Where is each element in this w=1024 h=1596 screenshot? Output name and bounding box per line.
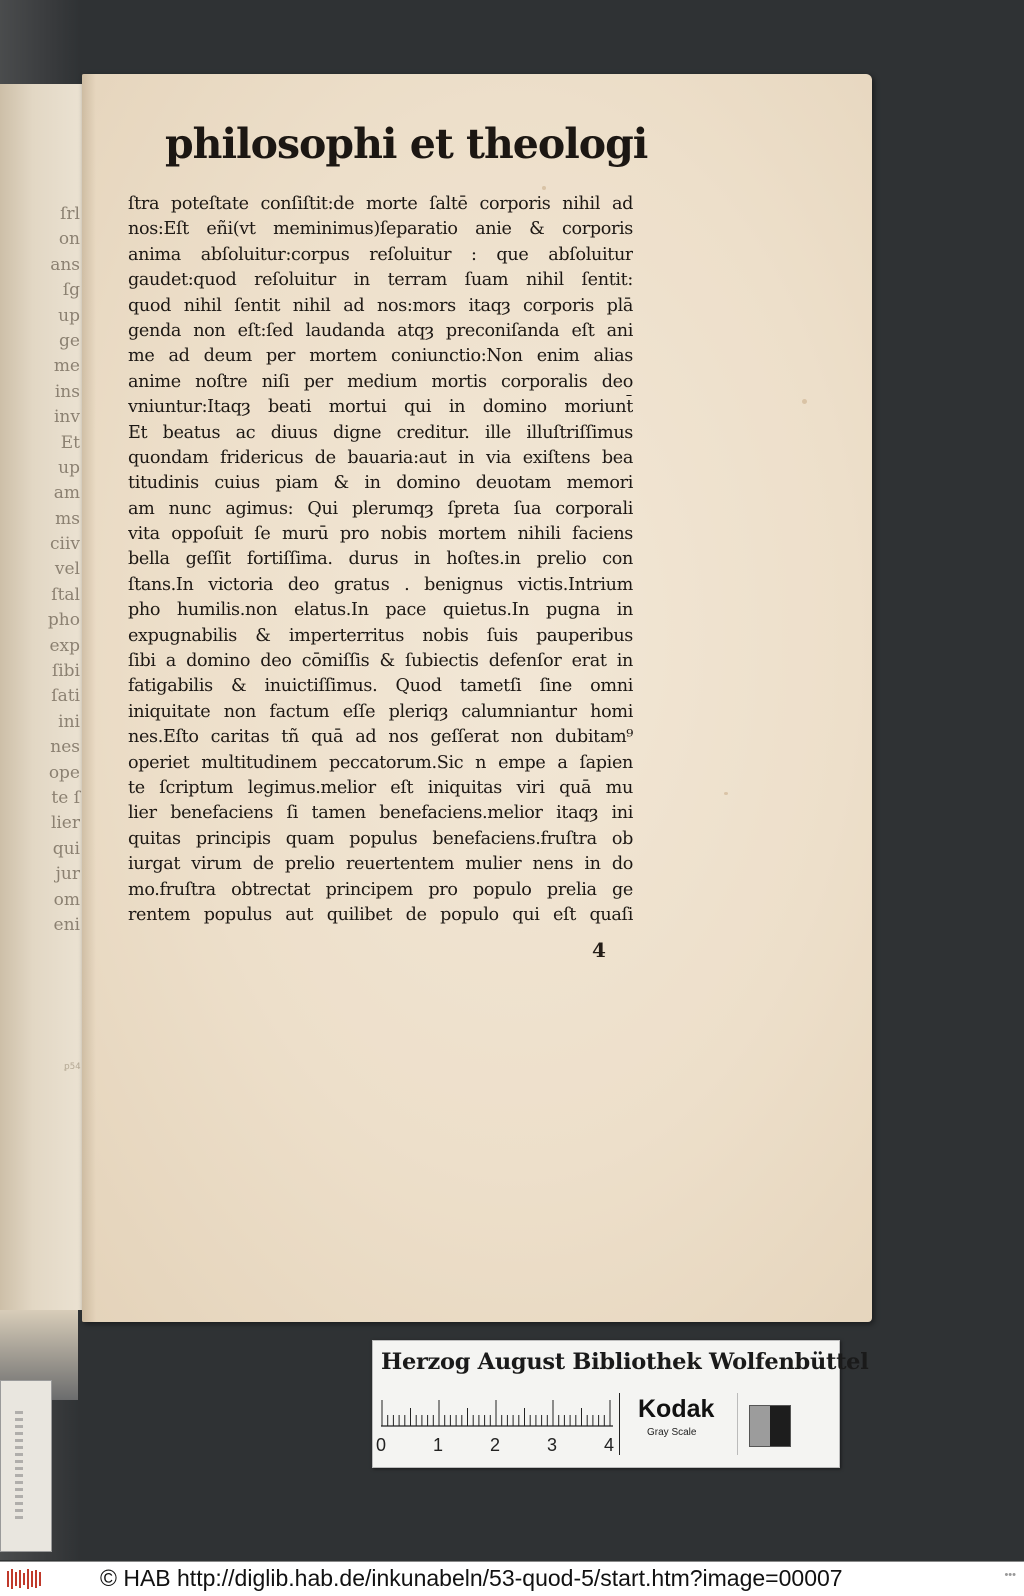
fragment-text: me — [53, 356, 80, 377]
text-line: expugnabilis & imperterritus nobis ſuis pauperibus — [128, 625, 633, 646]
text-line: anime noſtre niſi per medium mortis corporalis deo — [128, 371, 633, 392]
fragment-text: nes — [50, 737, 80, 758]
previous-page-text-fragments — [40, 202, 80, 938]
fragment-text: eni — [53, 914, 80, 935]
previous-page-edge — [0, 84, 82, 1310]
fragment-text: jur — [55, 864, 80, 885]
text-line: am nunc agimus: Qui plerumqȝ ſpreta ſua corporali — [128, 498, 633, 519]
text-line: pho humilis.non elatus.In pace quietus.In pugna in — [128, 600, 633, 621]
ruler-number: 0 — [375, 1435, 386, 1455]
text-line: te ſcriptum legimus.melior eſt iniquitas viri quā mu — [128, 777, 633, 798]
paper-spot — [542, 186, 546, 190]
copyright-url[interactable]: © HAB http://diglib.hab.de/inkunabeln/53-quod-5/start.htm?image=00007 — [100, 1565, 843, 1591]
gray-scale-label: Gray Scale — [647, 1427, 697, 1438]
page-heading: philosophi et theologi — [165, 120, 648, 168]
text-line: mo.fruſtra obtrectat principem pro populo prelia ge — [128, 879, 633, 900]
text-line: Et beatus ac diuus digne creditur. ille illuſtriſſimus — [128, 422, 633, 443]
fragment-text: te ſ — [51, 787, 80, 808]
text-line: iurgat virum de prelio reuertentem mulier nens in do — [128, 854, 633, 875]
text-line: quod nihil ſentit nihil ad nos:mors itaqȝ corporis plā — [128, 295, 633, 316]
text-line: ſibi a domino deo cōmiſſis & ſubiectis defenſor erat in — [128, 651, 633, 672]
fragment-text: ſrl — [60, 204, 80, 224]
fragment-text: ſg — [62, 280, 80, 301]
text-line: nes.Eſto caritas tñ quā ad nos geſſerat non dubitam⁹ — [128, 727, 633, 748]
fragment-text: ms — [55, 508, 80, 529]
folio-number: 4 — [592, 938, 606, 962]
library-name: Herzog August Bibliothek Wolfenbüttel — [381, 1349, 869, 1375]
ruler-number: 1 — [432, 1435, 443, 1455]
fragment-text: ope — [48, 762, 80, 783]
divider — [737, 1393, 738, 1455]
text-line: ſtra poteſtate conſiſtit:de morte ſaltē corporis nihil ad — [128, 194, 633, 214]
fragment-text: Et — [60, 432, 80, 453]
fragment-text: ciiv — [50, 534, 80, 555]
fragment-text: on — [58, 229, 80, 250]
ruler-number: 2 — [489, 1435, 500, 1455]
fragment-text: exp — [49, 635, 80, 656]
text-line: rentem populus aut quilibet de populo qui eſt quaſi — [128, 904, 633, 925]
text-line: fatigabilis & inuictiſſimus. Quod tametſi ſine omni — [128, 676, 633, 697]
shelfmark-label — [0, 1380, 52, 1552]
paper-spot — [724, 792, 728, 795]
hab-logo-icon — [6, 1568, 44, 1590]
ruler-numbers — [373, 1435, 613, 1457]
text-line: operiet multitudinem peccatorum.Sic n empe a ſapien — [128, 752, 633, 773]
text-line: gaudet:quod reſoluitur in terram ſuam nihil ſentit: — [128, 270, 633, 291]
fragment-text: ans — [50, 254, 80, 275]
fragment-text: am — [53, 483, 80, 504]
fragment-text: ins — [54, 381, 80, 402]
text-line: ſtans.In victoria deo gratus . benignus victis.Intrium — [128, 574, 633, 595]
pencil-mark: ꝑ54 — [64, 1062, 81, 1072]
text-line: quitas principis quam populus benefaciens.fruſtra ob — [128, 828, 633, 849]
text-line: lier benefaciens ſi tamen benefaciens.melior itaqȝ ini — [128, 803, 633, 824]
fragment-text: ſibi — [51, 661, 80, 682]
fragment-text: ſtal — [51, 584, 80, 605]
text-line: nos:Eſt eñi(vt meminimus)ſeparatio anie & corporis — [128, 219, 633, 240]
text-line: anima abſoluitur:corpus reſoluitur : que abſoluitur — [128, 244, 633, 265]
text-line: me ad deum per mortem coniunctio:Non enim alias — [128, 346, 633, 367]
ruler-number: 4 — [603, 1435, 614, 1455]
gray-patch — [749, 1405, 791, 1447]
ruler-scale — [381, 1399, 613, 1427]
fragment-text: ſati — [51, 686, 80, 707]
text-line: titudinis cuius piam & in domino deuotam memori — [128, 473, 633, 494]
paper-spot — [802, 399, 807, 404]
color-target-card — [372, 1340, 869, 1468]
text-line: iniquitate non factum eſſe pleriqȝ calumniantur homi — [128, 701, 633, 722]
fragment-text: om — [53, 889, 80, 910]
fragment-text: up — [58, 457, 80, 478]
text-line: bella geſſit fortiſſima. durus in hoſtes.in prelio con — [128, 549, 633, 570]
footer-bar — [0, 1561, 1024, 1596]
kodak-logo: Kodak — [638, 1395, 715, 1423]
fragment-text: inv — [54, 407, 80, 428]
text-line: vita oppoſuit ſe murū pro nobis mortem nihili faciens — [128, 524, 633, 545]
more-icon[interactable]: ••• — [1004, 1569, 1016, 1581]
manuscript-page — [82, 74, 872, 1322]
text-line: vniuntur:Itaqȝ beati mortui qui in domino moriunt̄ — [128, 397, 633, 418]
ruler-number: 3 — [546, 1435, 557, 1455]
divider — [619, 1393, 620, 1455]
fragment-text: up — [58, 305, 80, 326]
fragment-text: lier — [50, 813, 80, 834]
text-line: genda non eſt:ſed laudanda atqȝ preconiſanda eſt ani — [128, 320, 633, 341]
fragment-text: qui — [52, 838, 80, 859]
text-line: quondam fridericus de bauaria:aut in via exiſtens bea — [128, 447, 633, 468]
fragment-text: pho — [47, 610, 80, 631]
fragment-text: vel — [54, 559, 80, 580]
fragment-text: ge — [59, 330, 80, 351]
body-text — [128, 192, 633, 928]
fragment-text: ini — [58, 711, 80, 732]
